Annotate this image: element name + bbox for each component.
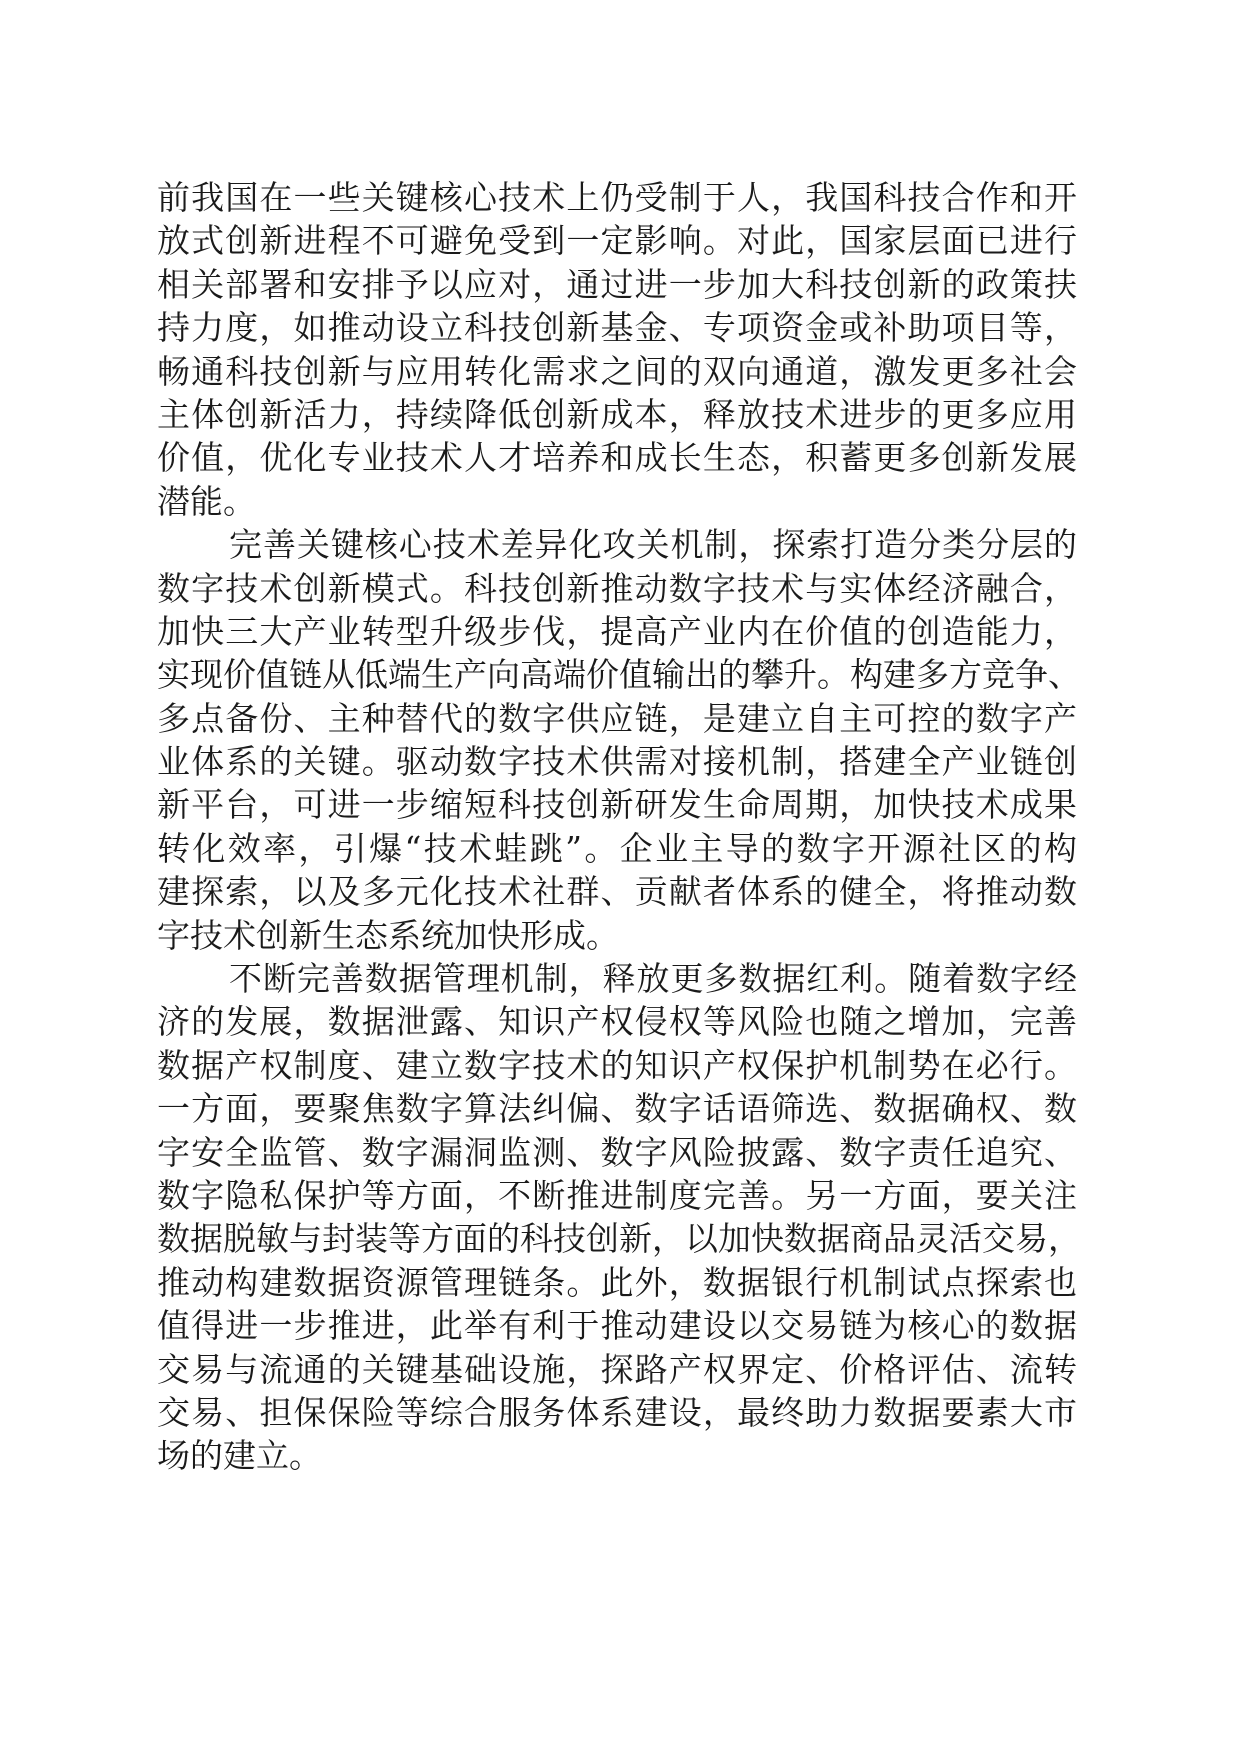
text-line: 济的发展，数据泄露、知识产权侵权等风险也随之增加，完善	[157, 1002, 1077, 1042]
paragraph-2	[157, 523, 1081, 957]
text-line: 相关部署和安排予以应对，通过进一步加大科技创新的政策扶	[157, 264, 1077, 304]
paragraph-3	[157, 957, 1081, 1478]
body-text	[157, 176, 1081, 1478]
text-line: 多点备份、主种替代的数字供应链，是建立自主可控的数字产	[157, 698, 1077, 738]
text-line: 业体系的关键。驱动数字技术供需对接机制，搭建全产业链创	[157, 742, 1077, 782]
text-line: 场的建立。	[157, 1436, 322, 1476]
text-line: 放式创新进程不可避免受到一定影响。对此，国家层面已进行	[157, 221, 1077, 261]
text-line: 数据产权制度、建立数字技术的知识产权保护机制势在必行。	[157, 1045, 1077, 1085]
text-line: 潜能。	[157, 481, 256, 521]
text-line: 转化效率，引爆“技术蛙跳”。企业主导的数字开源社区的构	[157, 828, 1077, 868]
text-line: 持力度，如推动设立科技创新基金、专项资金或补助项目等，	[157, 308, 1077, 348]
paragraph-1	[157, 176, 1077, 523]
text-line: 建探索，以及多元化技术社群、贡献者体系的健全，将推动数	[157, 872, 1077, 912]
text-line: 新平台，可进一步缩短科技创新研发生命周期，加快技术成果	[157, 785, 1077, 825]
text-line: 推动构建数据资源管理链条。此外，数据银行机制试点探索也	[157, 1262, 1077, 1302]
text-line: 加快三大产业转型升级步伐，提高产业内在价值的创造能力，	[157, 611, 1077, 651]
text-line: 价值，优化专业技术人才培养和成长生态，积蓄更多创新发展	[157, 438, 1077, 478]
text-line: 前我国在一些关键核心技术上仍受制于人，我国科技合作和开	[157, 178, 1077, 217]
text-line: 交易、担保保险等综合服务体系建设，最终助力数据要素大市	[157, 1392, 1077, 1432]
text-line: 数字隐私保护等方面，不断推进制度完善。另一方面，要关注	[157, 1175, 1077, 1215]
text-line: 主体创新活力，持续降低创新成本，释放技术进步的更多应用	[157, 394, 1077, 434]
text-line: 一方面，要聚焦数字算法纠偏、数字话语筛选、数据确权、数	[157, 1089, 1077, 1129]
text-line: 字技术创新生态系统加快形成。	[157, 915, 619, 955]
text-line: 数字技术创新模式。科技创新推动数字技术与实体经济融合，	[157, 568, 1077, 608]
text-line: 完善关键核心技术差异化攻关机制，探索打造分类分层的	[229, 525, 1077, 565]
text-line: 交易与流通的关键基础设施，探路产权界定、价格评估、流转	[157, 1349, 1077, 1389]
text-line: 值得进一步推进，此举有利于推动建设以交易链为核心的数据	[157, 1306, 1077, 1346]
text-line: 数据脱敏与封装等方面的科技创新，以加快数据商品灵活交易，	[157, 1219, 1081, 1259]
text-line: 字安全监管、数字漏洞监测、数字风险披露、数字责任追究、	[157, 1132, 1077, 1172]
text-line: 实现价值链从低端生产向高端价值输出的攀升。构建多方竞争、	[157, 655, 1081, 695]
text-line: 不断完善数据管理机制，释放更多数据红利。随着数字经	[229, 959, 1077, 999]
text-line: 畅通科技创新与应用转化需求之间的双向通道，激发更多社会	[157, 351, 1077, 391]
